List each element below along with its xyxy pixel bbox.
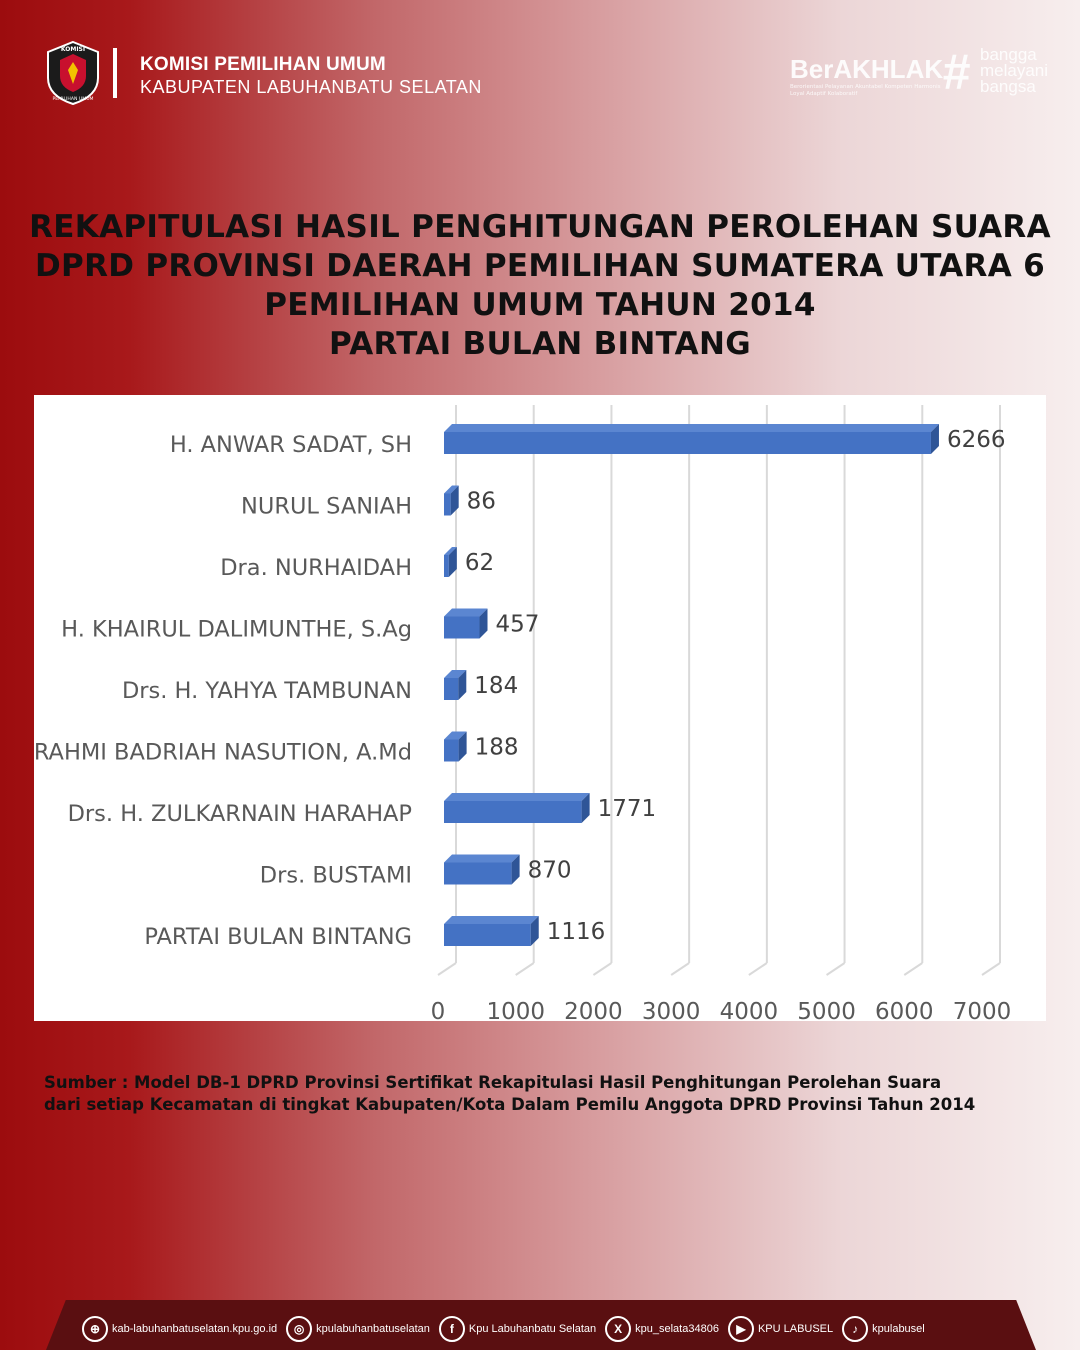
footer-label: Kpu Labuhanbatu Selatan: [468, 1323, 597, 1335]
x-tick-label: 7000: [952, 999, 1012, 1021]
bar-top: [444, 855, 520, 863]
source-line: dari setiap Kecamatan di tingkat Kabupaten/Kota Dalam Pemilu Anggota DPRD Provinsi Tahun 2014: [44, 1095, 976, 1114]
bar: [444, 494, 451, 516]
data-label: 1771: [597, 796, 657, 822]
footer-links: [82, 1315, 925, 1343]
globe-icon: ⊕: [82, 1316, 108, 1342]
tiktok-icon: ♪: [842, 1316, 868, 1342]
source-note: [44, 1072, 1044, 1116]
chart-panel: [34, 395, 1046, 1021]
data-label: 457: [495, 611, 540, 638]
brand-word: bangsa: [980, 77, 1036, 96]
y-tick-label: NURUL SANIAH: [241, 493, 412, 520]
footer-label: kpulabuhanbatuselatan: [316, 1323, 430, 1335]
bar: [444, 432, 931, 454]
bar: [444, 555, 449, 577]
y-tick-label: H. ANWAR SADAT, SH: [169, 432, 412, 458]
gridline-floor: [904, 963, 922, 975]
data-label: 86: [466, 488, 496, 515]
page-title: [0, 208, 1080, 364]
footer-item-facebook[interactable]: [439, 1316, 596, 1342]
footer-item-instagram[interactable]: [286, 1316, 430, 1342]
title-line: DPRD PROVINSI DAERAH PEMILIHAN SUMATERA UTARA 6: [35, 248, 1045, 284]
gridline-floor: [982, 963, 1000, 975]
gridline-floor: [593, 963, 611, 975]
title-line: REKAPITULASI HASIL PENGHITUNGAN PEROLEHAN SUARA: [29, 209, 1051, 245]
berakhlak-brand: [790, 42, 1060, 104]
x-tick-label: 2000: [564, 999, 623, 1021]
org-subtitle: KABUPATEN LABUHANBATU SELATAN: [140, 77, 482, 97]
y-tick-label: Dra. NURHAIDAH: [220, 555, 412, 581]
x-tick-label: 3000: [641, 999, 701, 1021]
gridline-floor: [671, 963, 689, 975]
data-label: 6266: [946, 427, 1006, 453]
bar-top: [444, 424, 939, 432]
footer: [0, 1300, 1080, 1350]
x-tick-label: 1000: [486, 999, 545, 1021]
title-line: PEMILIHAN UMUM TAHUN 2014: [264, 287, 816, 323]
y-tick-label: Drs. H. ZULKARNAIN HARAHAP: [67, 801, 412, 827]
header-divider: [113, 48, 117, 98]
data-label: 62: [464, 550, 495, 576]
logo-top-text: KOMISI: [60, 46, 86, 53]
x-icon: X: [605, 1316, 631, 1342]
data-label: 184: [474, 673, 519, 699]
bar: [444, 863, 512, 885]
footer-label: kab-labuhanbatuselatan.kpu.go.id: [112, 1323, 278, 1335]
title-line: PARTAI BULAN BINTANG: [329, 326, 751, 362]
y-tick-label: PARTAI BULAN BINTANG: [144, 924, 412, 950]
bar-chart: [34, 395, 1046, 1021]
data-label: 870: [527, 857, 572, 884]
footer-item-website[interactable]: [82, 1316, 277, 1342]
gridline-floor: [438, 963, 456, 975]
bar: [444, 740, 459, 762]
x-tick-label: 0: [430, 999, 446, 1021]
x-tick-label: 5000: [797, 999, 856, 1021]
brand-hash: #: [942, 44, 970, 100]
x-tick-label: 6000: [875, 999, 934, 1021]
bar: [444, 617, 480, 639]
y-tick-label: Drs. BUSTAMI: [259, 862, 412, 889]
source-line: Sumber : Model DB-1 DPRD Provinsi Sertifikat Rekapitulasi Hasil Penghitungan Perolehan Suara: [44, 1073, 942, 1092]
bar: [444, 678, 458, 700]
footer-label: kpulabusel: [872, 1323, 925, 1335]
brand-word: bangga: [980, 45, 1037, 64]
y-tick-label: Drs. H. YAHYA TAMBUNAN: [121, 678, 412, 704]
footer-label: kpu_selata34806: [635, 1323, 719, 1335]
brand-tagline: Berorientasi Pelayanan Akuntabel Kompeten Harmonis Loyal Adaptif Kolaboratif: [790, 84, 941, 97]
gridline-floor: [516, 963, 534, 975]
bar-top: [444, 916, 539, 924]
gridline-floor: [749, 963, 767, 975]
bar-top: [444, 793, 590, 801]
logo-bottom-text: PEMILIHAN UMUM: [52, 97, 94, 102]
org-name: KOMISI PEMILIHAN UMUM: [140, 54, 386, 75]
brand-main: BerAKHLAK: [790, 54, 944, 84]
footer-item-tiktok[interactable]: [842, 1316, 925, 1342]
facebook-icon: f: [439, 1316, 465, 1342]
gridline-floor: [827, 963, 845, 975]
data-label: 1116: [546, 919, 606, 945]
instagram-icon: ◎: [286, 1316, 312, 1342]
brand-words: [980, 47, 1048, 95]
kpu-logo: [44, 40, 102, 106]
y-tick-label: H. KHAIRUL DALIMUNTHE, S.Ag: [61, 616, 412, 643]
brand-word: melayani: [980, 61, 1049, 80]
footer-item-x[interactable]: [605, 1316, 719, 1342]
bar: [444, 924, 531, 946]
x-tick-label: 4000: [719, 999, 779, 1021]
footer-label: KPU LABUSEL: [757, 1323, 834, 1335]
footer-item-youtube[interactable]: [728, 1316, 833, 1342]
y-tick-label: RAHMI BADRIAH NASUTION, A.Md: [34, 739, 412, 766]
data-label: 188: [474, 734, 519, 761]
youtube-icon: ▶: [728, 1316, 754, 1342]
bar: [444, 801, 582, 823]
